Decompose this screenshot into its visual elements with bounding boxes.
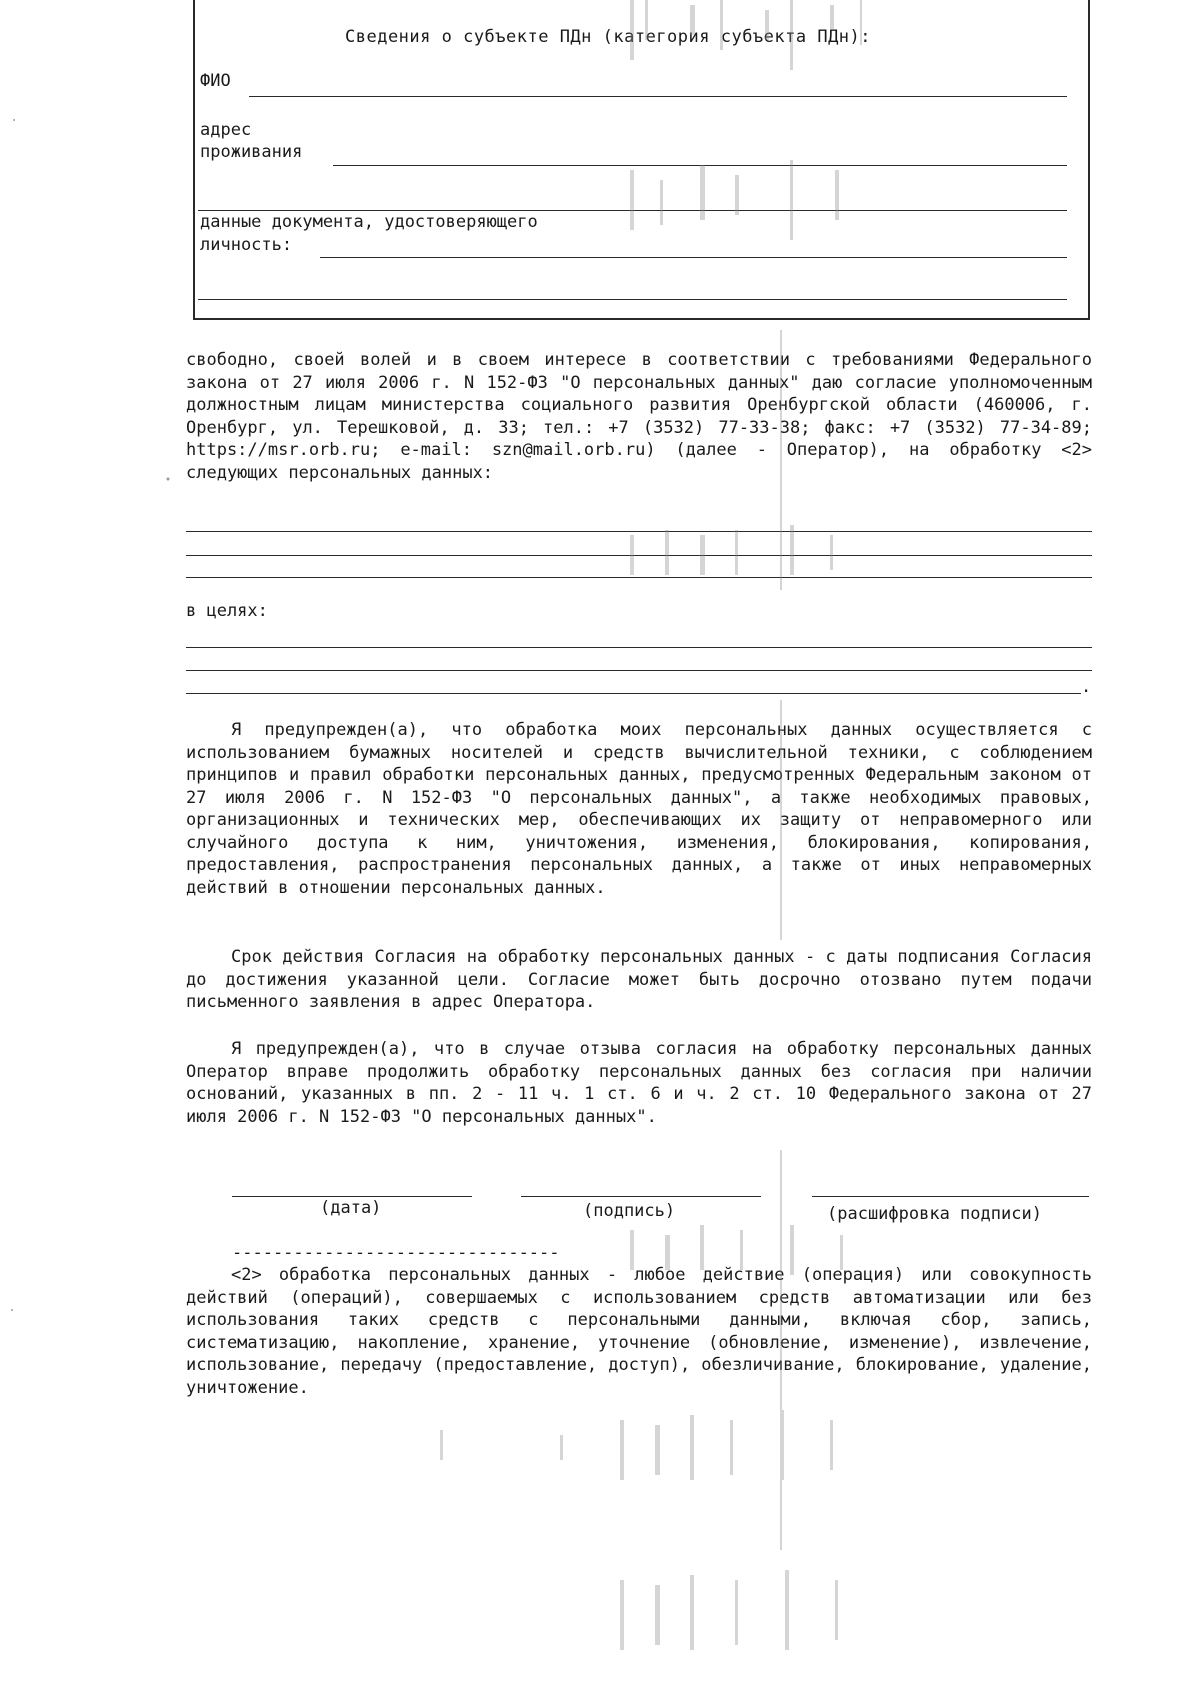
purposes-label: в целях:: [186, 601, 268, 621]
address-label-line1: адрес: [200, 120, 252, 140]
purposes-line-2[interactable]: [186, 670, 1092, 671]
document-field-extra[interactable]: [198, 299, 1067, 300]
purposes-end-dot: .: [1081, 677, 1092, 697]
consent-paragraph: свободно, своей волей и в своем интересе в соответствии с требованиями Федерального закона от 27 июля 2006 г. N 152-ФЗ "О персональных данных" даю согласие уполномоченным должностным лицам министерства социального развития Оренбургской области (460006, г. Оренбург, ул. Терешковой, д. 33; тел.: +7 (3532) 77-33-38; факс: +7 (3532) 77-34-89; https://msr.orb.ru; e-mail: szn@mail.orb.ru) (далее - Оператор), на обработку <2> следующих персональных данных:: [186, 350, 1092, 483]
signature-decode-caption: (расшифровка подписи): [827, 1204, 1042, 1224]
signature-decode-field[interactable]: [812, 1196, 1089, 1197]
personal-data-line-3[interactable]: [186, 577, 1092, 578]
purposes-line-1[interactable]: [186, 647, 1092, 648]
signature-caption: (подпись): [583, 1201, 676, 1221]
revocation-paragraph: Я предупрежден(а), что в случае отзыва согласия на обработку персональных данных Оператор вправе продолжить обработку персональных данных без согласия при наличии оснований, указанных в пп. 2 - 11 ч. 1 ст. 6 и ч. 2 ст. 10 Федерального закона от 27 июля 2006 г. N 152-ФЗ "О персональных данных".: [186, 1039, 1092, 1127]
address-field[interactable]: [333, 165, 1067, 166]
document-label-line1: данные документа, удостоверяющего: [200, 212, 538, 232]
fio-field[interactable]: [249, 96, 1067, 97]
personal-data-line-1[interactable]: [186, 531, 1092, 532]
date-caption: (дата): [320, 1198, 382, 1218]
footnote-text: <2> обработка персональных данных - любое действие (операция) или совокупность действий (операций), совершаемых с использованием средств автоматизации или без использования таких средств с персональными данными, включая сбор, запись, систематизацию, накопление, хранение, уточнение (обновление, изменение), извлечение, использование, передачу (предоставление, доступ), обезличивание, блокирование, удаление, уничтожение.: [186, 1265, 1092, 1398]
address-label-line2: проживания: [200, 142, 303, 162]
subject-info-box: [193, 0, 1090, 320]
purposes-line-3[interactable]: [186, 693, 1081, 694]
date-field[interactable]: [232, 1196, 472, 1197]
signature-field[interactable]: [521, 1196, 761, 1197]
subject-box-title: Сведения о субъекте ПДн (категория субъекта ПДн):: [345, 27, 872, 47]
term-paragraph: Срок действия Согласия на обработку персональных данных - с даты подписания Согласия до достижения указанной цели. Согласие может быть досрочно отозвано путем подачи письменного заявления в адрес Оператора.: [186, 947, 1092, 1012]
warning-paragraph: Я предупрежден(а), что обработка моих персональных данных осуществляется с использованием бумажных носителей и средств вычислительной техники, с соблюдением принципов и правил обработки персональных данных, предусмотренных Федеральным законом от 27 июля 2006 г. N 152-ФЗ "О персональных данных", а также необходимых правовых, организационных и технических мер, обеспечивающих их защиту от неправомерного или случайного доступа к ним, уничтожения, изменения, блокирования, копирования, предоставления, распространения персональных данных, а также от иных неправомерных действий в отношении персональных данных.: [186, 720, 1092, 898]
document-label-line2: личность:: [200, 235, 293, 255]
address-field-extra[interactable]: [198, 210, 1067, 211]
personal-data-line-2[interactable]: [186, 555, 1092, 556]
document-field[interactable]: [320, 257, 1067, 258]
footnote-separator: --------------------------------: [232, 1243, 560, 1263]
fio-label: ФИО: [200, 71, 231, 91]
